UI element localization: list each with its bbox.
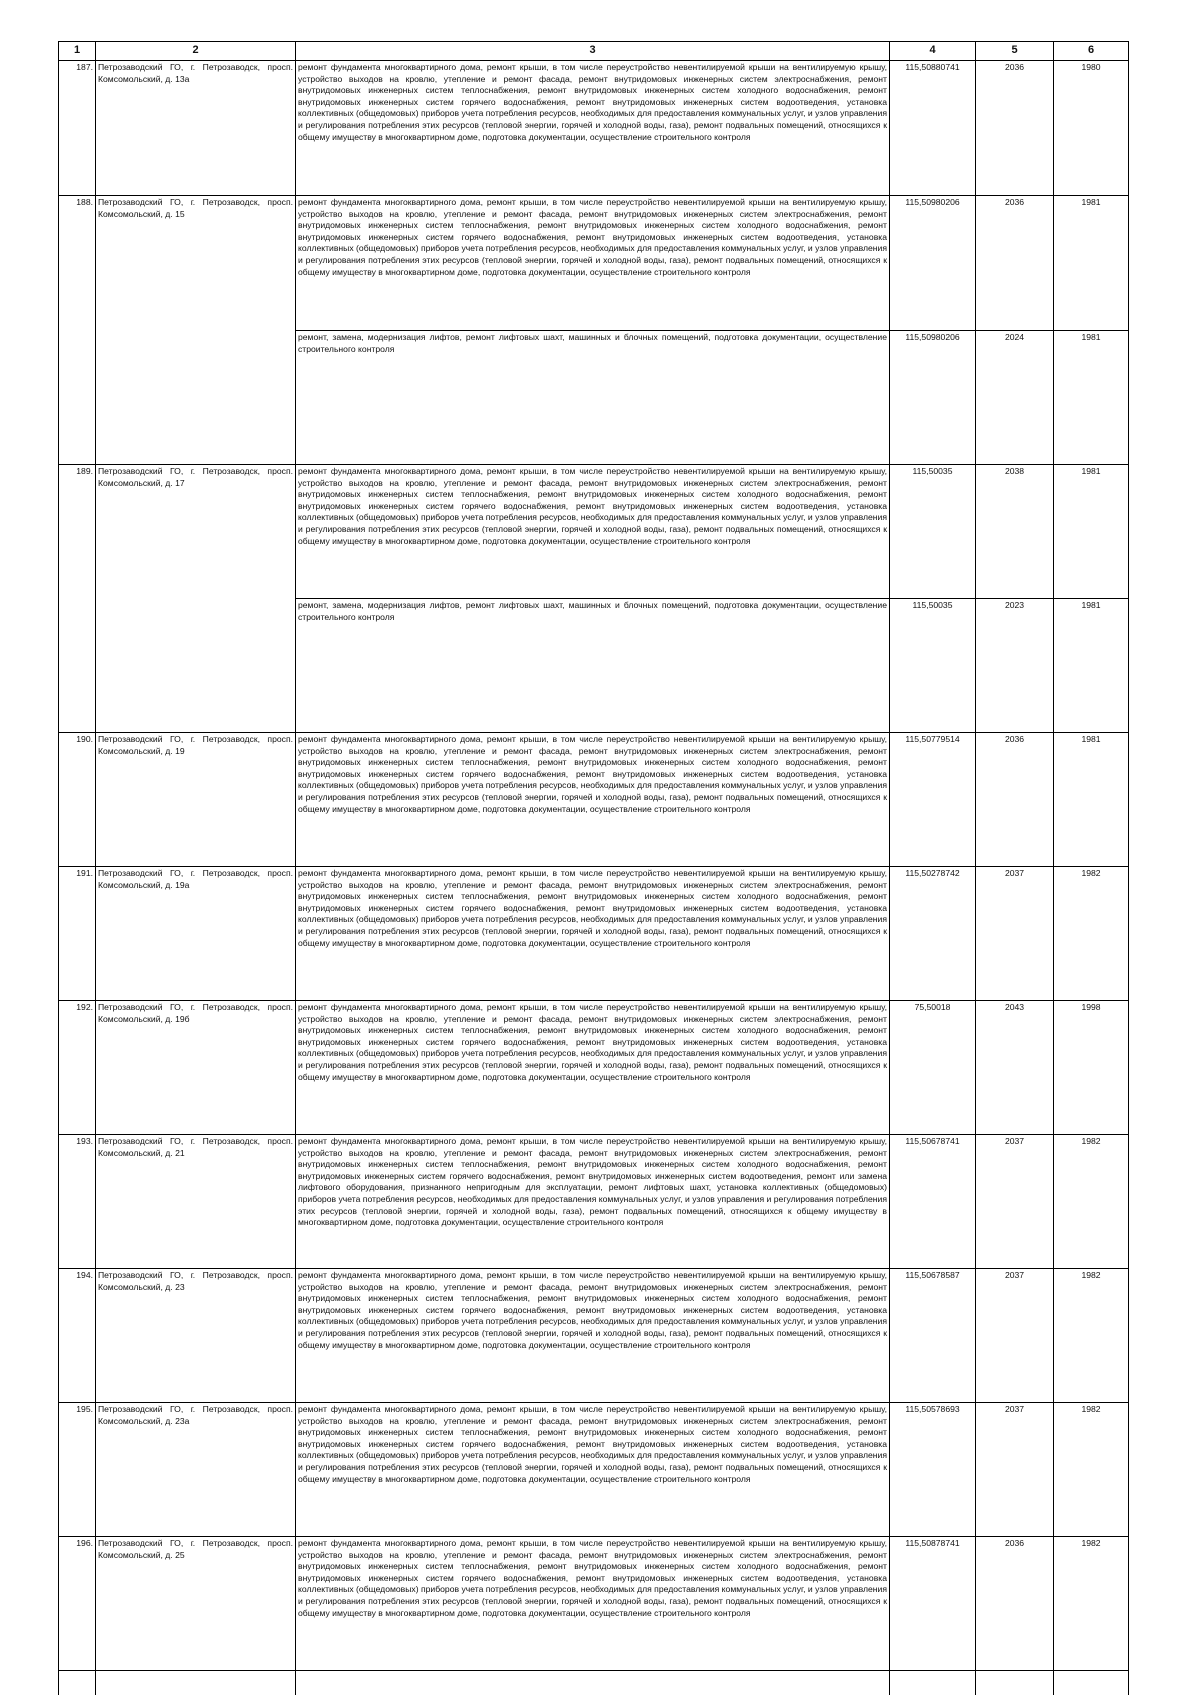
continuation-cell (976, 1671, 1054, 1696)
cost-cell: 115,50878741 (890, 1537, 976, 1671)
build-year-cell: 1982 (1054, 867, 1129, 1001)
works-description-cell: ремонт фундамента многоквартирного дома, ремонт крыши, в том числе переустройство невентилируемой крыши на вентилируемую крышу, устройство выходов на кровлю, утепление и ремонт фасада, ремонт внутридомовых инженерных систем электроснабжения, ремонт внутридомовых инженерных систем теплоснабжения, ремонт внутридомовых инженерных систем холодного водоснабжения, ремонт внутридомовых инженерных систем горячего водоснабжения, ремонт внутридомовых инженерных систем водоотведения, установка коллективных (общедомовых) приборов учета потребления ресурсов, необходимых для предоставления коммунальных услуг, и узлов управления и регулирования потребления этих ресурсов (тепловой энергии, горячей и холодной воды, газа), ремонт подвальных помещений, относящихся к общему имуществу в многоквартирном доме, подготовка документации, осуществление строительного контроля (296, 1001, 890, 1135)
build-year-cell: 1982 (1054, 1135, 1129, 1269)
row-number: 190. (59, 733, 96, 867)
row-number: 196. (59, 1537, 96, 1671)
row-number: 194. (59, 1269, 96, 1403)
works-description-cell: ремонт фундамента многоквартирного дома, ремонт крыши, в том числе переустройство невентилируемой крыши на вентилируемую крышу, устройство выходов на кровлю, утепление и ремонт фасада, ремонт внутридомовых инженерных систем электроснабжения, ремонт внутридомовых инженерных систем теплоснабжения, ремонт внутридомовых инженерных систем холодного водоснабжения, ремонт внутридомовых инженерных систем горячего водоснабжения, ремонт внутридомовых инженерных систем водоотведения, установка коллективных (общедомовых) приборов учета потребления ресурсов, необходимых для предоставления коммунальных услуг, и узлов управления и регулирования потребления этих ресурсов (тепловой энергии, горячей и холодной воды, газа), ремонт подвальных помещений, относящихся к общему имуществу в многоквартирном доме, подготовка документации, осуществление строительного контроля (296, 1403, 890, 1537)
planned-year-cell: 2037 (976, 1269, 1054, 1403)
works-description-cell: ремонт фундамента многоквартирного дома, ремонт крыши, в том числе переустройство невентилируемой крыши на вентилируемую крышу, устройство выходов на кровлю, утепление и ремонт фасада, ремонт внутридомовых инженерных систем электроснабжения, ремонт внутридомовых инженерных систем теплоснабжения, ремонт внутридомовых инженерных систем холодного водоснабжения, ремонт внутридомовых инженерных систем горячего водоснабжения, ремонт внутридомовых инженерных систем водоотведения, установка коллективных (общедомовых) приборов учета потребления ресурсов, необходимых для предоставления коммунальных услуг, и узлов управления и регулирования потребления этих ресурсов (тепловой энергии, горячей и холодной воды, газа), ремонт подвальных помещений, относящихся к общему имуществу в многоквартирном доме, подготовка документации, осуществление строительного контроля (296, 1537, 890, 1671)
table-row (59, 733, 1129, 867)
header-col-4: 4 (890, 42, 976, 61)
build-year-cell: 1981 (1054, 196, 1129, 331)
works-description-cell: ремонт, замена, модернизация лифтов, ремонт лифтовых шахт, машинных и блочных помещений, подготовка документации, осуществление строительного контроля (296, 331, 890, 465)
row-number: 195. (59, 1403, 96, 1537)
cost-cell: 115,50880741 (890, 61, 976, 196)
works-description-cell: ремонт фундамента многоквартирного дома, ремонт крыши, в том числе переустройство невентилируемой крыши на вентилируемую крышу, устройство выходов на кровлю, утепление и ремонт фасада, ремонт внутридомовых инженерных систем электроснабжения, ремонт внутридомовых инженерных систем теплоснабжения, ремонт внутридомовых инженерных систем холодного водоснабжения, ремонт внутридомовых инженерных систем горячего водоснабжения, ремонт внутридомовых инженерных систем водоотведения, установка коллективных (общедомовых) приборов учета потребления ресурсов, необходимых для предоставления коммунальных услуг, и узлов управления и регулирования потребления этих ресурсов (тепловой энергии, горячей и холодной воды, газа), ремонт подвальных помещений, относящихся к общему имуществу в многоквартирном доме, подготовка документации, осуществление строительного контроля (296, 867, 890, 1001)
planned-year-cell: 2024 (976, 331, 1054, 465)
works-description-cell: ремонт фундамента многоквартирного дома, ремонт крыши, в том числе переустройство невентилируемой крыши на вентилируемую крышу, устройство выходов на кровлю, утепление и ремонт фасада, ремонт внутридомовых инженерных систем электроснабжения, ремонт внутридомовых инженерных систем теплоснабжения, ремонт внутридомовых инженерных систем холодного водоснабжения, ремонт внутридомовых инженерных систем горячего водоснабжения, ремонт внутридомовых инженерных систем водоотведения, ремонт или замена лифтового оборудования, признанного непригодным для эксплуатации, ремонт лифтовых шахт, установка коллективных (общедомовых) приборов учета потребления ресурсов, необходимых для предоставления коммунальных услуг, и узлов управления и регулирования потребления этих ресурсов (тепловой энергии, горячей и холодной воды, газа), ремонт подвальных помещений, относящихся к общему имуществу в многоквартирном доме, подготовка документации, осуществление строительного контроля (296, 1135, 890, 1269)
build-year-cell: 1998 (1054, 1001, 1129, 1135)
planned-year-cell: 2037 (976, 867, 1054, 1001)
works-description-cell: ремонт фундамента многоквартирного дома, ремонт крыши, в том числе переустройство невентилируемой крыши на вентилируемую крышу, устройство выходов на кровлю, утепление и ремонт фасада, ремонт внутридомовых инженерных систем электроснабжения, ремонт внутридомовых инженерных систем теплоснабжения, ремонт внутридомовых инженерных систем холодного водоснабжения, ремонт внутридомовых инженерных систем горячего водоснабжения, ремонт внутридомовых инженерных систем водоотведения, установка коллективных (общедомовых) приборов учета потребления ресурсов, необходимых для предоставления коммунальных услуг, и узлов управления и регулирования потребления этих ресурсов (тепловой энергии, горячей и холодной воды, газа), ремонт подвальных помещений, относящихся к общему имуществу в многоквартирном доме, подготовка документации, осуществление строительного контроля (296, 465, 890, 599)
cost-cell: 115,50578693 (890, 1403, 976, 1537)
build-year-cell: 1981 (1054, 733, 1129, 867)
continuation-cell (96, 1671, 296, 1696)
row-number: 189. (59, 465, 96, 733)
cost-cell: 115,50980206 (890, 196, 976, 331)
table-row (59, 867, 1129, 1001)
address-cell: Петрозаводский ГО, г. Петрозаводск, просп. Комсомольский, д. 23 (96, 1269, 296, 1403)
cost-cell: 75,50018 (890, 1001, 976, 1135)
address-cell: Петрозаводский ГО, г. Петрозаводск, просп. Комсомольский, д. 21 (96, 1135, 296, 1269)
address-cell: Петрозаводский ГО, г. Петрозаводск, просп. Комсомольский, д. 19б (96, 1001, 296, 1135)
build-year-cell: 1981 (1054, 599, 1129, 733)
planned-year-cell: 2038 (976, 465, 1054, 599)
works-description-cell: ремонт фундамента многоквартирного дома, ремонт крыши, в том числе переустройство невентилируемой крыши на вентилируемую крышу, устройство выходов на кровлю, утепление и ремонт фасада, ремонт внутридомовых инженерных систем электроснабжения, ремонт внутридомовых инженерных систем теплоснабжения, ремонт внутридомовых инженерных систем холодного водоснабжения, ремонт внутридомовых инженерных систем горячего водоснабжения, ремонт внутридомовых инженерных систем водоотведения, установка коллективных (общедомовых) приборов учета потребления ресурсов, необходимых для предоставления коммунальных услуг, и узлов управления и регулирования потребления этих ресурсов (тепловой энергии, горячей и холодной воды, газа), ремонт подвальных помещений, относящихся к общему имуществу в многоквартирном доме, подготовка документации, осуществление строительного контроля (296, 1269, 890, 1403)
planned-year-cell: 2023 (976, 599, 1054, 733)
continuation-cell (59, 1671, 96, 1696)
table-row (59, 1403, 1129, 1537)
planned-year-cell: 2036 (976, 61, 1054, 196)
works-description-cell: ремонт, замена, модернизация лифтов, ремонт лифтовых шахт, машинных и блочных помещений, подготовка документации, осуществление строительного контроля (296, 599, 890, 733)
table-row (59, 1537, 1129, 1671)
address-cell: Петрозаводский ГО, г. Петрозаводск, просп. Комсомольский, д. 23а (96, 1403, 296, 1537)
continuation-cell (890, 1671, 976, 1696)
table-body (59, 61, 1129, 1696)
works-description-cell: ремонт фундамента многоквартирного дома, ремонт крыши, в том числе переустройство невентилируемой крыши на вентилируемую крышу, устройство выходов на кровлю, утепление и ремонт фасада, ремонт внутридомовых инженерных систем электроснабжения, ремонт внутридомовых инженерных систем теплоснабжения, ремонт внутридомовых инженерных систем холодного водоснабжения, ремонт внутридомовых инженерных систем горячего водоснабжения, ремонт внутридомовых инженерных систем водоотведения, установка коллективных (общедомовых) приборов учета потребления ресурсов, необходимых для предоставления коммунальных услуг, и узлов управления и регулирования потребления этих ресурсов (тепловой энергии, горячей и холодной воды, газа), ремонт подвальных помещений, относящихся к общему имуществу в многоквартирном доме, подготовка документации, осуществление строительного контроля (296, 196, 890, 331)
planned-year-cell: 2037 (976, 1403, 1054, 1537)
planned-year-cell: 2036 (976, 1537, 1054, 1671)
works-description-cell: ремонт фундамента многоквартирного дома, ремонт крыши, в том числе переустройство невентилируемой крыши на вентилируемую крышу, устройство выходов на кровлю, утепление и ремонт фасада, ремонт внутридомовых инженерных систем электроснабжения, ремонт внутридомовых инженерных систем теплоснабжения, ремонт внутридомовых инженерных систем холодного водоснабжения, ремонт внутридомовых инженерных систем горячего водоснабжения, ремонт внутридомовых инженерных систем водоотведения, установка коллективных (общедомовых) приборов учета потребления ресурсов, необходимых для предоставления коммунальных услуг, и узлов управления и регулирования потребления этих ресурсов (тепловой энергии, горячей и холодной воды, газа), ремонт подвальных помещений, относящихся к общему имуществу в многоквартирном доме, подготовка документации, осуществление строительного контроля (296, 61, 890, 196)
planned-year-cell: 2036 (976, 733, 1054, 867)
table-row (59, 465, 1129, 599)
table-row (59, 1269, 1129, 1403)
planned-year-cell: 2036 (976, 196, 1054, 331)
planned-year-cell: 2043 (976, 1001, 1054, 1135)
build-year-cell: 1980 (1054, 61, 1129, 196)
table-row (59, 61, 1129, 196)
header-col-3: 3 (296, 42, 890, 61)
header-col-1: 1 (59, 42, 96, 61)
row-number: 191. (59, 867, 96, 1001)
row-number: 192. (59, 1001, 96, 1135)
table-row (59, 1135, 1129, 1269)
cost-cell: 115,50779514 (890, 733, 976, 867)
build-year-cell: 1982 (1054, 1269, 1129, 1403)
cost-cell: 115,50035 (890, 465, 976, 599)
table-row (59, 196, 1129, 331)
cost-cell: 115,50678741 (890, 1135, 976, 1269)
address-cell: Петрозаводский ГО, г. Петрозаводск, просп. Комсомольский, д. 19а (96, 867, 296, 1001)
address-cell: Петрозаводский ГО, г. Петрозаводск, просп. Комсомольский, д. 19 (96, 733, 296, 867)
build-year-cell: 1982 (1054, 1537, 1129, 1671)
cost-cell: 115,50678587 (890, 1269, 976, 1403)
build-year-cell: 1981 (1054, 331, 1129, 465)
planned-year-cell: 2037 (976, 1135, 1054, 1269)
build-year-cell: 1981 (1054, 465, 1129, 599)
address-cell: Петрозаводский ГО, г. Петрозаводск, просп. Комсомольский, д. 15 (96, 196, 296, 465)
header-col-5: 5 (976, 42, 1054, 61)
continuation-cell (296, 1671, 890, 1696)
row-number: 193. (59, 1135, 96, 1269)
continuation-row (59, 1671, 1129, 1696)
header-col-6: 6 (1054, 42, 1129, 61)
continuation-cell (1054, 1671, 1129, 1696)
row-number: 188. (59, 196, 96, 465)
cost-cell: 115,50035 (890, 599, 976, 733)
row-number: 187. (59, 61, 96, 196)
header-row (59, 42, 1129, 61)
build-year-cell: 1982 (1054, 1403, 1129, 1537)
cost-cell: 115,50980206 (890, 331, 976, 465)
header-col-2: 2 (96, 42, 296, 61)
address-cell: Петрозаводский ГО, г. Петрозаводск, просп. Комсомольский, д. 25 (96, 1537, 296, 1671)
table-row (59, 1001, 1129, 1135)
cost-cell: 115,50278742 (890, 867, 976, 1001)
capital-repair-table (58, 41, 1129, 1695)
works-description-cell: ремонт фундамента многоквартирного дома, ремонт крыши, в том числе переустройство невентилируемой крыши на вентилируемую крышу, устройство выходов на кровлю, утепление и ремонт фасада, ремонт внутридомовых инженерных систем электроснабжения, ремонт внутридомовых инженерных систем теплоснабжения, ремонт внутридомовых инженерных систем холодного водоснабжения, ремонт внутридомовых инженерных систем горячего водоснабжения, ремонт внутридомовых инженерных систем водоотведения, установка коллективных (общедомовых) приборов учета потребления ресурсов, необходимых для предоставления коммунальных услуг, и узлов управления и регулирования потребления этих ресурсов (тепловой энергии, горячей и холодной воды, газа), ремонт подвальных помещений, относящихся к общему имуществу в многоквартирном доме, подготовка документации, осуществление строительного контроля (296, 733, 890, 867)
address-cell: Петрозаводский ГО, г. Петрозаводск, просп. Комсомольский, д. 13а (96, 61, 296, 196)
address-cell: Петрозаводский ГО, г. Петрозаводск, просп. Комсомольский, д. 17 (96, 465, 296, 733)
